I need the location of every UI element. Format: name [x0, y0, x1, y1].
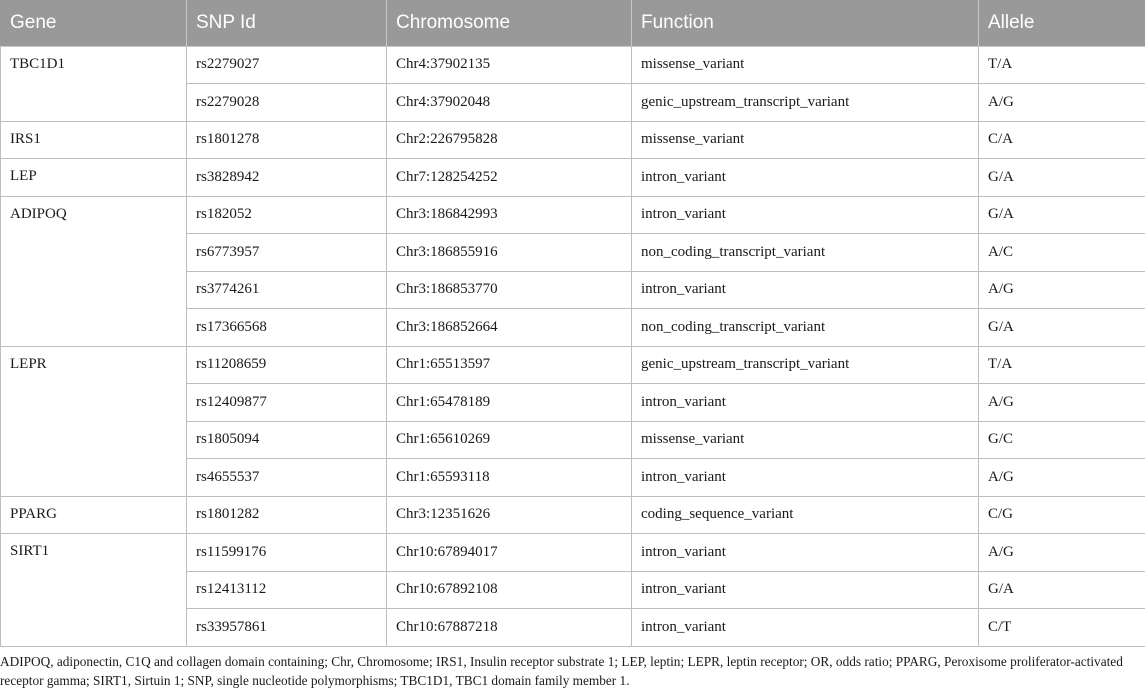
function-cell: intron_variant — [632, 196, 979, 234]
allele-cell: G/A — [979, 571, 1145, 609]
chromosome-cell: Chr10:67887218 — [387, 609, 632, 647]
table-header — [1, 0, 1145, 46]
chromosome-cell: Chr7:128254252 — [387, 159, 632, 197]
header-chromosome: Chromosome — [387, 0, 632, 46]
snp-id-cell: rs3774261 — [187, 271, 387, 309]
snp-id-cell: rs17366568 — [187, 309, 387, 347]
snp-id-cell: rs182052 — [187, 196, 387, 234]
table-row — [1, 496, 1145, 534]
gene-cell: IRS1 — [1, 121, 187, 159]
allele-cell: G/C — [979, 421, 1145, 459]
chromosome-cell: Chr10:67892108 — [387, 571, 632, 609]
table-row — [1, 346, 1145, 384]
chromosome-cell: Chr3:186853770 — [387, 271, 632, 309]
snp-id-cell: rs12409877 — [187, 384, 387, 422]
snp-id-cell: rs12413112 — [187, 571, 387, 609]
snp-id-cell: rs2279028 — [187, 84, 387, 122]
snp-id-cell: rs1805094 — [187, 421, 387, 459]
header-snp-id: SNP Id — [187, 0, 387, 46]
allele-cell: C/T — [979, 609, 1145, 647]
snp-id-cell: rs6773957 — [187, 234, 387, 272]
table-row — [1, 159, 1145, 197]
allele-cell: A/G — [979, 384, 1145, 422]
gene-cell: TBC1D1 — [1, 46, 187, 121]
table-footnote: ADIPOQ, adiponectin, C1Q and collagen domain containing; Chr, Chromosome; IRS1, Insulin receptor substrate 1; LEP, leptin; LEPR, leptin receptor; OR, odds ratio; PPARG, Peroxisome proliferator-activated receptor gamma; SIRT1, Sirtuin 1; SNP, single nucleotide polymorphisms; TBC1D1, TBC1 domain family member 1. — [0, 654, 1123, 688]
function-cell: intron_variant — [632, 271, 979, 309]
function-cell: intron_variant — [632, 571, 979, 609]
snp-id-cell: rs2279027 — [187, 46, 387, 84]
chromosome-cell: Chr2:226795828 — [387, 121, 632, 159]
snp-id-cell: rs1801282 — [187, 496, 387, 534]
chromosome-cell: Chr4:37902135 — [387, 46, 632, 84]
header-gene: Gene — [1, 0, 187, 46]
chromosome-cell: Chr1:65513597 — [387, 346, 632, 384]
function-cell: missense_variant — [632, 121, 979, 159]
function-cell: intron_variant — [632, 534, 979, 572]
gene-cell: SIRT1 — [1, 534, 187, 647]
table-row — [1, 46, 1145, 84]
function-cell: non_coding_transcript_variant — [632, 234, 979, 272]
allele-cell: A/C — [979, 234, 1145, 272]
function-cell: genic_upstream_transcript_variant — [632, 84, 979, 122]
chromosome-cell: Chr10:67894017 — [387, 534, 632, 572]
allele-cell: G/A — [979, 159, 1145, 197]
chromosome-cell: Chr3:186852664 — [387, 309, 632, 347]
table-row — [1, 121, 1145, 159]
allele-cell: G/A — [979, 309, 1145, 347]
allele-cell: T/A — [979, 346, 1145, 384]
snp-id-cell: rs1801278 — [187, 121, 387, 159]
chromosome-cell: Chr3:186855916 — [387, 234, 632, 272]
function-cell: coding_sequence_variant — [632, 496, 979, 534]
function-cell: intron_variant — [632, 609, 979, 647]
snp-id-cell: rs33957861 — [187, 609, 387, 647]
snp-id-cell: rs11208659 — [187, 346, 387, 384]
function-cell: intron_variant — [632, 159, 979, 197]
function-cell: intron_variant — [632, 459, 979, 497]
allele-cell: T/A — [979, 46, 1145, 84]
function-cell: missense_variant — [632, 46, 979, 84]
function-cell: intron_variant — [632, 384, 979, 422]
gene-cell: ADIPOQ — [1, 196, 187, 346]
allele-cell: A/G — [979, 459, 1145, 497]
allele-cell: G/A — [979, 196, 1145, 234]
chromosome-cell: Chr1:65478189 — [387, 384, 632, 422]
header-function: Function — [632, 0, 979, 46]
allele-cell: A/G — [979, 534, 1145, 572]
snp-id-cell: rs4655537 — [187, 459, 387, 497]
gene-cell: PPARG — [1, 496, 187, 534]
allele-cell: C/G — [979, 496, 1145, 534]
allele-cell: C/A — [979, 121, 1145, 159]
function-cell: missense_variant — [632, 421, 979, 459]
header-row — [1, 0, 1145, 46]
table-body — [1, 46, 1145, 646]
chromosome-cell: Chr4:37902048 — [387, 84, 632, 122]
chromosome-cell: Chr3:12351626 — [387, 496, 632, 534]
snp-id-cell: rs11599176 — [187, 534, 387, 572]
function-cell: genic_upstream_transcript_variant — [632, 346, 979, 384]
function-cell: non_coding_transcript_variant — [632, 309, 979, 347]
gene-cell: LEPR — [1, 346, 187, 496]
chromosome-cell: Chr1:65593118 — [387, 459, 632, 497]
gene-cell: LEP — [1, 159, 187, 197]
snp-id-cell: rs3828942 — [187, 159, 387, 197]
table-row — [1, 534, 1145, 572]
table-row — [1, 196, 1145, 234]
header-allele: Allele — [979, 0, 1145, 46]
allele-cell: A/G — [979, 271, 1145, 309]
chromosome-cell: Chr3:186842993 — [387, 196, 632, 234]
allele-cell: A/G — [979, 84, 1145, 122]
chromosome-cell: Chr1:65610269 — [387, 421, 632, 459]
